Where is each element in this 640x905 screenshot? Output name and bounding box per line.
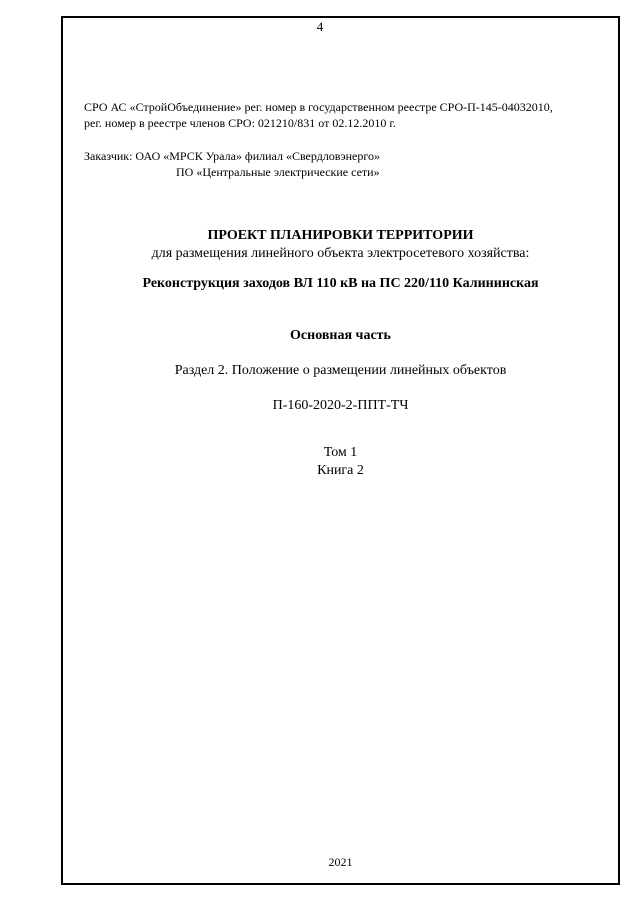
project-subtitle: для размещения линейного объекта электросетевого хозяйства: [151,246,530,261]
page-number: 4 [316,19,324,34]
sro-info [84,99,553,131]
year: 2021 [328,855,353,869]
sro-line-2: рег. номер в реестре членов СРО: 021210/831 от 02.12.2010 г. [84,116,396,130]
document-code: П-160-2020-2-ППТ-ТЧ [272,398,409,413]
section-heading: Раздел 2. Положение о размещении линейных объектов [174,363,507,378]
object-name: Реконструкция заходов ВЛ 110 кВ на ПС 220/110 Калининская [142,276,539,291]
book-label: Книга 2 [317,463,364,478]
customer-line-2: ПО «Центральные электрические сети» [176,165,380,179]
project-title: ПРОЕКТ ПЛАНИРОВКИ ТЕРРИТОРИИ [207,228,474,243]
part-heading: Основная часть [290,328,391,343]
volume-block [61,444,620,480]
customer-line-1: Заказчик: ОАО «МРСК Урала» филиал «Свердловэнерго» [84,149,380,163]
sro-line-1: СРО АС «СтройОбъединение» рег. номер в государственном реестре СРО-П-145-04032010, [84,100,553,114]
customer-info [84,148,380,180]
volume-label: Том 1 [323,445,358,460]
